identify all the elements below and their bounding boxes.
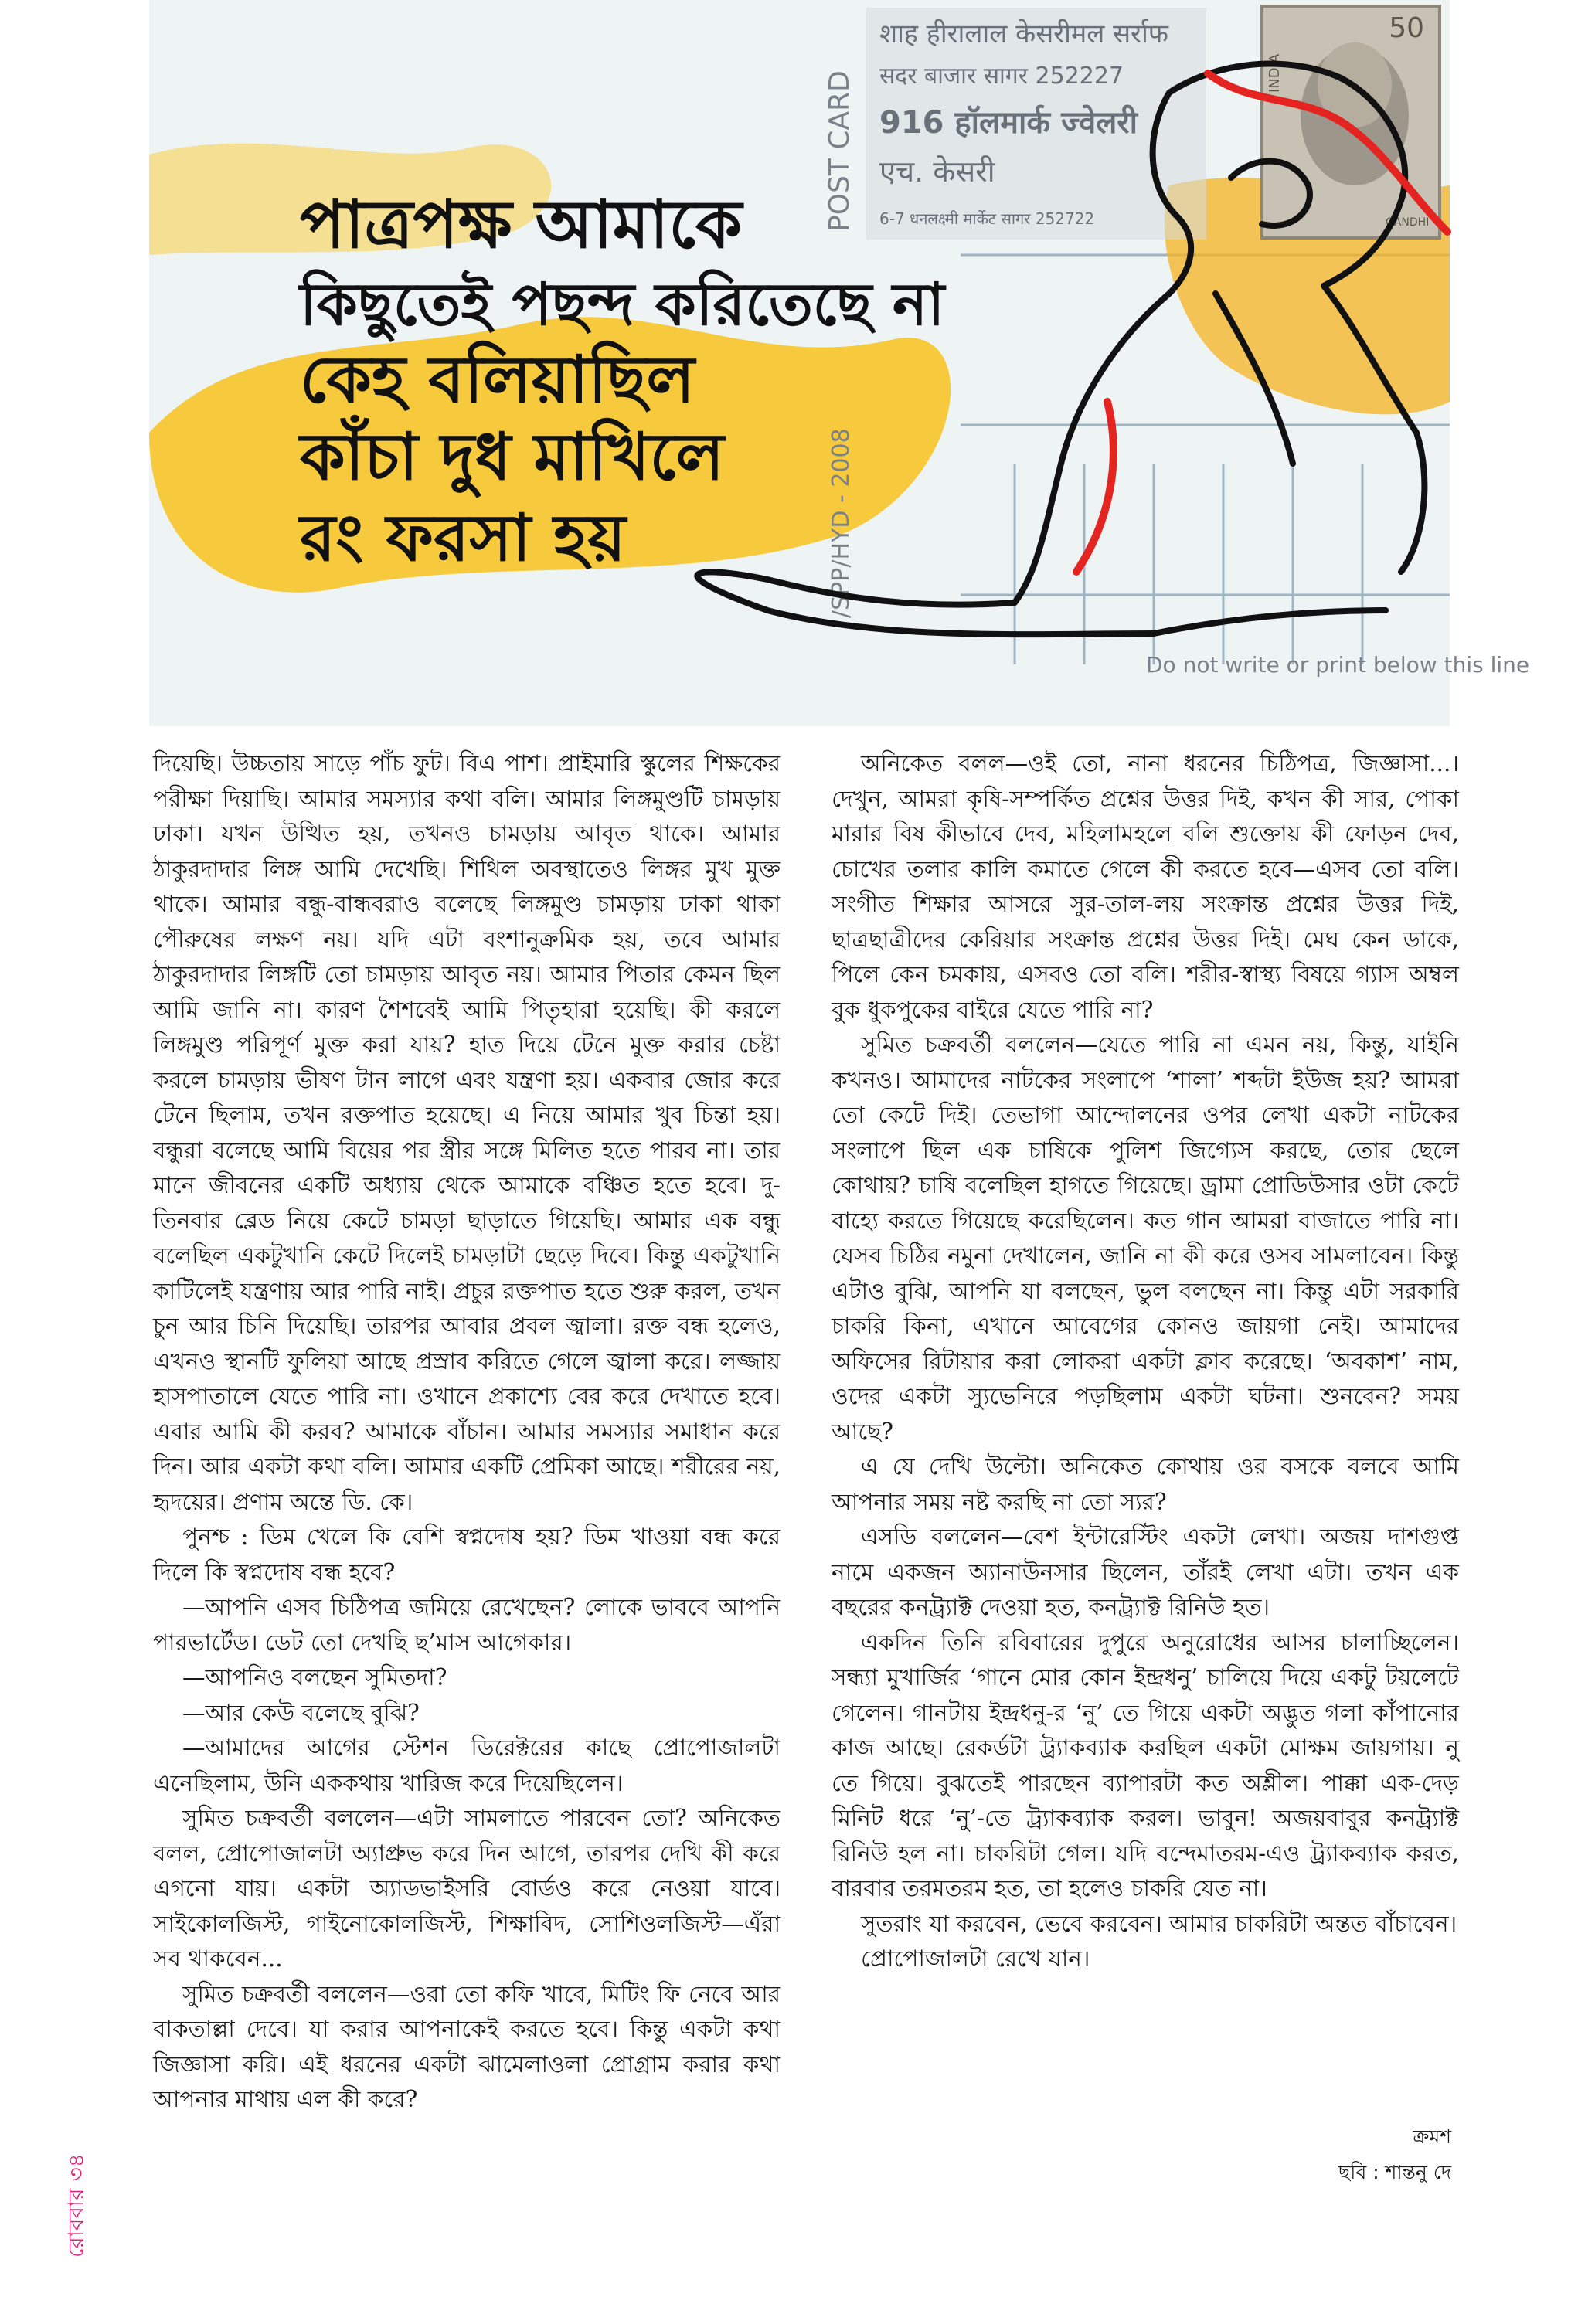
stamp-name: GANDHI xyxy=(1386,216,1430,229)
postcard-code: /SPP/HYD - 2008 xyxy=(828,428,855,618)
postage-stamp xyxy=(1262,6,1440,238)
stamp-line-4: एच. केसरी xyxy=(879,155,995,189)
paragraph: সুমিত চক্রবর্তী বললেন—এটা সামলাতে পারবেন তো? অনিকেত বলল, প্রোপোজালটা অ্যাপ্রুভ করে দিন আগে, তারপর দেখি কী করে এগনো যায়। একটা অ্যাডভাইসরি বোর্ডও করে নেওয়া যাবে। সাইকোলজিস্ট, গাইনোকোলজিস্ট, শিক্ষাবিদ, সোশিওলজিস্ট—এঁরা সব থাকবেন... xyxy=(153,1805,780,1972)
headline-line-2: কিছুতেই পছন্দ করিতেছে না xyxy=(300,270,945,338)
postcard-footer: Do not write or print below this line xyxy=(1146,652,1530,678)
paragraph: এ যে দেখি উল্টো। অনিকেত কোথায় ওর বসকে বলবে আমি আপনার সময় নষ্ট করছি না তো স্যর? xyxy=(832,1453,1459,1515)
paragraph: সুমিত চক্রবর্তী বললেন—ওরা তো কফি খাবে, মিটিং ফি নেবে আর বাকতাল্লা দেবে। যা করার আপনাকেই করতে হবে। কিন্তু একটা কথা জিজ্ঞাসা করি। এই ধরনের একটা ঝামেলাওলা প্রোগ্রাম করার কথা আপনার মাথায় এল কী করে? xyxy=(153,1980,780,2112)
stamp-value: 50 xyxy=(1389,12,1424,44)
illustration-credit: ছবি : শান্তনু দে xyxy=(1338,2161,1451,2183)
left-text-column xyxy=(153,746,780,2118)
stamp-country: INDIA xyxy=(1267,53,1283,93)
headline-line-4: কাঁচা দুধ মাখিলে xyxy=(300,419,725,494)
page-folio: রোববার ৩৪ xyxy=(63,2153,89,2258)
paragraph: —আপনিও বলছেন সুমিতদা? xyxy=(182,1664,447,1690)
headline-line-3: কেহ বলিয়াছিল xyxy=(300,341,695,417)
stamp-line-2: सदर बाजार सागर 252227 xyxy=(879,63,1124,90)
right-text-column xyxy=(832,746,1459,1977)
paragraph: —আপনি এসব চিঠিপত্র জমিয়ে রেখেছেন? লোকে ভাববে আপনি পারভার্টেড। ডেট তো দেখছি ছ’মাস আগেকার। xyxy=(153,1594,780,1656)
paragraph: অনিকেত বলল—ওই তো, নানা ধরনের চিঠিপত্র, জিজ্ঞাসা...। দেখুন, আমরা কৃষি-সম্পর্কিত প্রশ্নের উত্তর দিই, কখন কী সার, পোকা মারার বিষ কীভাবে দেব, মহিলামহলে বলি শুক্তোয় কী ফোড়ন দেব, চোখের তলার কালি কমাতে গেলে কী করতে হবে—এসব তো বলি। সংগীত শিক্ষার আসরে সুর-তাল-লয় সংক্রান্ত প্রশ্নের উত্তর দিই, ছাত্রছাত্রীদের কেরিয়ার সংক্রান্ত প্রশ্নের উত্তর দিই। মেঘ কেন ডাকে, পিলে কেন চমকায়, এসবও তো বলি। শরীর-স্বাস্থ্য বিষয়ে গ্যাস অম্বল বুক ধুকপুকের বাইরে যেতে পারি না? xyxy=(832,750,1459,1023)
continued-label: ক্রমশ xyxy=(1413,2125,1451,2148)
postcard-label: POST CARD xyxy=(824,70,855,232)
paragraph: প্রোপোজালটা রেখে যান। xyxy=(861,1945,1090,1972)
paragraph: —আমাদের আগের স্টেশন ডিরেক্টরের কাছে প্রোপোজালটা এনেছিলাম, উনি এককথায় খারিজ করে দিয়েছিলেন। xyxy=(153,1735,780,1796)
headline-line-5: রং ফরসা হয় xyxy=(300,500,626,576)
paragraph: একদিন তিনি রবিবারের দুপুরে অনুরোধের আসর চালাচ্ছিলেন। সন্ধ্যা মুখার্জির ‘গানে মোর কোন ইন্দ্রধনু’ চালিয়ে দিয়ে একটু টয়লেটে গেলেন। গানটায় ইন্দ্রধনু-র ‘নু’ তে গিয়ে একটা অদ্ভুত গলা কাঁপানোর কাজ আছে। রেকর্ডটা ট্র্যাকব্যাক করছিল একটা মোক্ষম জায়গায়। নু তে গিয়ে। বুঝতেই পারছেন ব্যাপারটা কত অশ্লীল। পাক্কা এক-দেড় মিনিট ধরে ‘নু’-তে ট্র্যাকব্যাক করল। ভাবুন! অজয়বাবুর কনট্র্যাক্ট রিনিউ হল না। চাকরিটা গেল। যদি বন্দেমাতরম-এও ট্র্যাকব্যাক করত, বারবার তরমতরম হত, তা হলেও চাকরি যেত না। xyxy=(832,1629,1459,1901)
headline-line-1: পাত্রপক্ষ আমাকে xyxy=(300,186,743,263)
paragraph: —আর কেউ বলেছে বুঝি? xyxy=(182,1699,420,1726)
hero-illustration xyxy=(149,0,1530,726)
paragraph: সুতরাং যা করবেন, ভেবে করবেন। আমার চাকরিটা অন্তত বাঁচাবেন। xyxy=(861,1910,1457,1937)
paragraph: সুমিত চক্রবর্তী বললেন—যেতে পারি না এমন নয়, কিন্তু, যাইনি কখনও। আমাদের নাটকের সংলাপে ‘শালা’ শব্দটা ইউজ হয়? আমরা তো কেটে দিই। তেভাগা আন্দোলনের ওপর লেখা একটা নাটকের সংলাপে ছিল এক চাষিকে পুলিশ জিগ্যেস করছে, তোর ছেলে কোথায়? চাষি বলেছিল হাগতে গিয়েছে। ড্রামা প্রোডিউসার ওটা কেটে বাহ্যে করতে গিয়েছে করেছিলেন। কত গান আমরা বাজাতে পারি না। যেসব চিঠির নমুনা দেখালেন, জানি না কী করে ওসব সামলাবেন। কিন্তু এটাও বুঝি, আপনি যা বলছেন, ভুল বলছেন না। কিন্তু এটা সরকারি চাকরি কিনা, এখানে আবেগের কোনও জায়গা নেই। আমাদের অফিসের রিটায়ার করা লোকরা একটা ক্লাব করেছে। ‘অবকাশ’ নাম, ওদের একটা স্যুভেনিরে পড়ছিলাম একটা ঘটনা। শুনবেন? সময় আছে? xyxy=(832,1031,1459,1445)
stamp-line-3: 916 हॉलमार्क ज्वेलरी xyxy=(879,105,1138,141)
paragraph: পুনশ্চ : ডিম খেলে কি বেশি স্বপ্নদোষ হয়? ডিম খাওয়া বন্ধ করে দিলে কি স্বপ্নদোষ বন্ধ হবে? xyxy=(153,1524,780,1585)
stamp-line-1: शाह हीरालाल केसरीमल सर्राफ xyxy=(879,19,1168,49)
stamp-line-5: 6-7 धनलक्ष्मी मार्केट सागर 252722 xyxy=(879,209,1095,228)
hero-artwork xyxy=(149,0,1530,726)
paragraph: দিয়েছি। উচ্চতায় সাড়ে পাঁচ ফুট। বিএ পাশ। প্রাইমারি স্কুলের শিক্ষকের পরীক্ষা দিয়াছি। আমার সমস্যার কথা বলি। আমার লিঙ্গমুণ্ডটি চামড়ায় ঢাকা। যখন উত্থিত হয়, তখনও চামড়ায় আবৃত থাকে। আমার ঠাকুরদাদার লিঙ্গ আমি দেখেছি। শিথিল অবস্থাতেও লিঙ্গর মুখ মুক্ত থাকে। আমার বন্ধু-বান্ধবরাও বলেছে লিঙ্গমুণ্ড চামড়ায় ঢাকা থাকা পৌরুষের লক্ষণ নয়। যদি এটা বংশানুক্রমিক হয়, তবে আমার ঠাকুরদাদার লিঙ্গটি তো চামড়ায় আবৃত নয়। আমার পিতার কেমন ছিল আমি জানি না। কারণ শৈশবেই আমি পিতৃহারা হয়েছি। কী করলে লিঙ্গমুণ্ড পরিপূর্ণ মুক্ত করা যায়? হাত দিয়ে টেনে মুক্ত করার চেষ্টা করলে চামড়ায় ভীষণ টান লাগে এবং যন্ত্রণা হয়। একবার জোর করে টেনে ছিলাম, তখন রক্তপাত হয়েছে। এ নিয়ে আমার খুব চিন্তা হয়। বন্ধুরা বলেছে আমি বিয়ের পর স্ত্রীর সঙ্গে মিলিত হতে পারব না। তার মানে জীবনের একটি অধ্যায় থেকে আমাকে বঞ্চিত হতে হবে। দু-তিনবার ব্লেড নিয়ে কেটে চামড়া ছাড়াতে গিয়েছি। আমার এক বন্ধু বলেছিল একটুখানি কেটে দিলেই চামড়াটা ছেড়ে দিবে। কিন্তু একটুখানি কাটিলেই যন্ত্রণায় আর পারি নাই। প্রচুর রক্তপাত হতে শুরু করল, তখন চুন আর চিনি দিয়েছি। তারপর আবার প্রবল জ্বালা। রক্ত বন্ধ হলেও, এখনও স্থানটি ফুলিয়া আছে প্রস্রাব করিতে গেলে জ্বালা করে। লজ্জায় হাসপাতালে যেতে পারি না। ওখানে প্রকাশ্যে বের করে দেখাতে হবে। এবার আমি কী করব? আমাকে বাঁচান। আমার সমস্যার সমাধান করে দিন। আর একটা কথা বলি। আমার একটি প্রেমিকা আছে। শরীরের নয়, হৃদয়ের। প্রণাম অন্তে ডি. কে। xyxy=(153,750,780,1515)
paragraph: এসডি বললেন—বেশ ইন্টারেস্টিং একটা লেখা। অজয় দাশগুপ্ত নামে একজন অ্যানাউনসার ছিলেন, তাঁরই লেখা এটা। তখন এক বছরের কনট্র্যাক্ট দেওয়া হত, কনট্র্যাক্ট রিনিউ হত। xyxy=(832,1524,1459,1620)
